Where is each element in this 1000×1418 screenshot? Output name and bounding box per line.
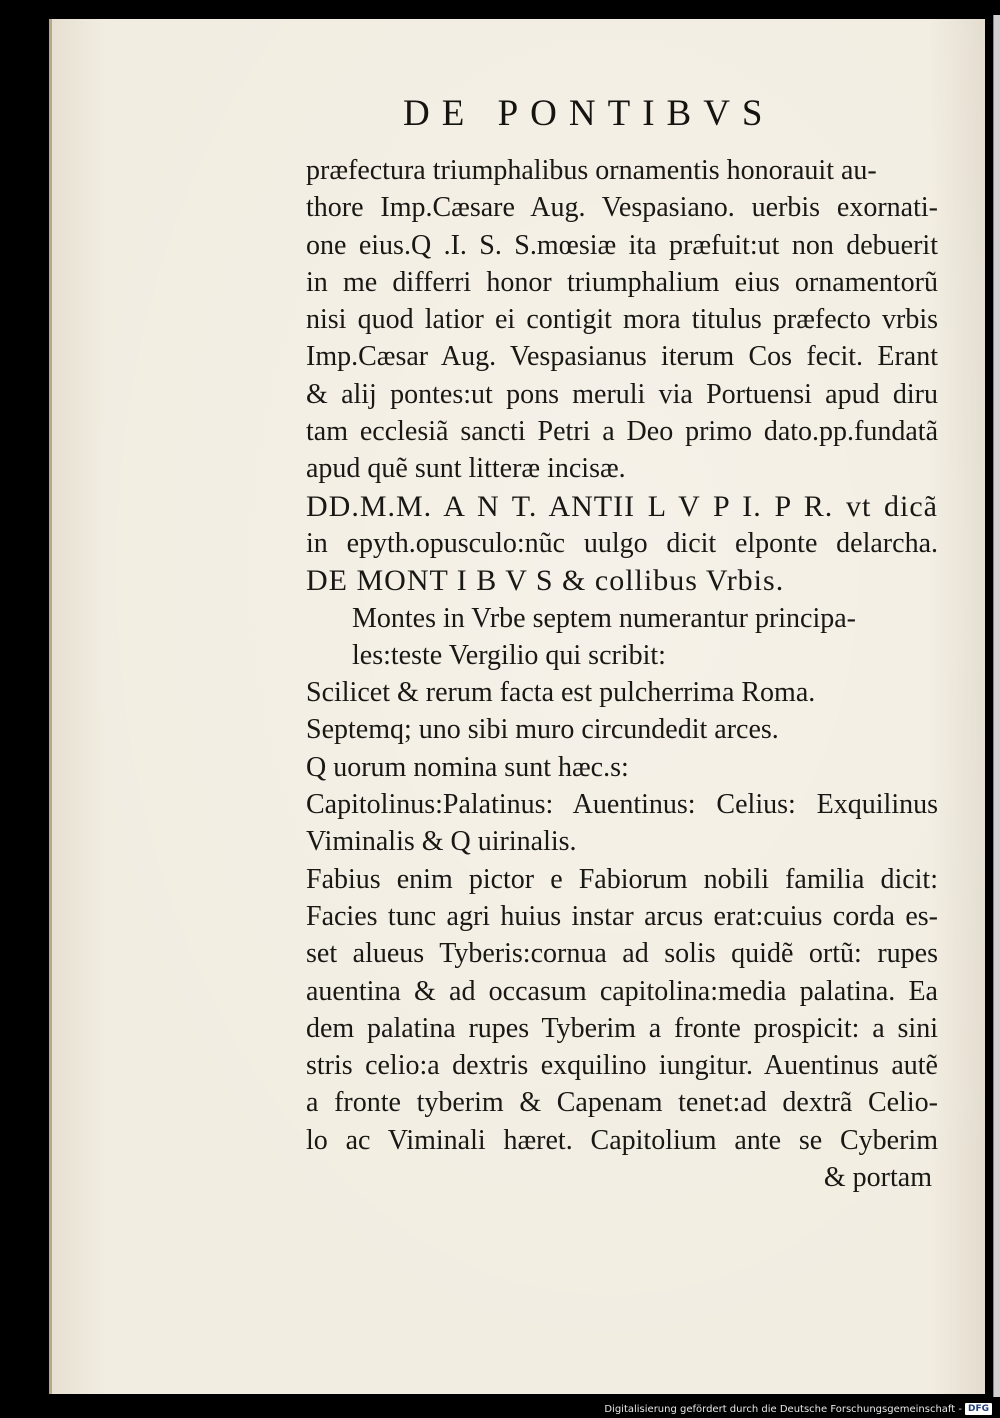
text-line: tam ecclesiã sancti Petri a Deo primo dato.pp.fundatã xyxy=(306,416,938,448)
text-line: apud quẽ sunt litteræ incisæ. xyxy=(306,453,626,485)
text-line: Facies tunc agri huius instar arcus erat:cuius corda es- xyxy=(306,900,938,932)
text-line: Montes in Vrbe septem numerantur principa- xyxy=(352,602,856,634)
text-line: Scilicet & rerum facta est pulcherrima Roma. xyxy=(306,677,816,709)
text-line: Imp.Cæsar Aug. Vespasianus iterum Cos fecit. Erant xyxy=(306,341,938,373)
text-line: set alueus Tyberis:cornua ad solis quidẽ ortũ: rupes xyxy=(306,938,938,970)
text-line: dem palatina rupes Tyberim a fronte prospicit: a sini xyxy=(306,1012,938,1044)
text-line: & alij pontes:ut pons meruli via Portuensi apud diru xyxy=(306,378,938,410)
text-line: Septemq; uno sibi muro circundedit arces. xyxy=(306,714,779,746)
text-line: præfectura triumphalibus ornamentis honorauit au- xyxy=(306,155,877,186)
text-line: Fabius enim pictor e Fabiorum nobili familia dicit: xyxy=(306,863,938,895)
text-line: stris celio:a dextris exquilino iungitur. Auentinus autẽ xyxy=(306,1050,938,1082)
text-line: auentina & ad occasum capitolina:media palatina. Ea xyxy=(306,975,938,1007)
body-text xyxy=(306,152,938,1196)
page-edge xyxy=(993,15,1000,1397)
text-line: in epyth.opusculo:nũc uulgo dicit elponte delarcha. xyxy=(306,527,938,559)
catchword: & portam xyxy=(823,1162,932,1194)
text-line: lo ac Viminali hæret. Capitolium ante se Cyberim xyxy=(306,1124,938,1156)
text-line: one eius.Q .I. S. S.mœsiæ ita præfuit:ut non debuerit xyxy=(306,229,938,261)
running-head: DE PONTIBVS xyxy=(403,93,775,134)
credit-text: Digitalisierung gefördert durch die Deutsche Forschungsgemeinschaft - xyxy=(604,1403,962,1415)
text-line: thore Imp.Cæsare Aug. Vespasiano. uerbis exornati- xyxy=(306,192,938,224)
text-line: nisi quod latior ei contigit mora titulus præfecto vrbis xyxy=(306,304,938,336)
digitization-credit xyxy=(604,1403,992,1415)
text-line: a fronte tyberim & Capenam tenet:ad dextrã Celio- xyxy=(306,1087,938,1119)
text-line: les:teste Vergilio qui scribit: xyxy=(352,639,666,671)
text-line: Viminalis & Q uirinalis. xyxy=(306,826,577,858)
text-line: in me differri honor triumphalium eius ornamentorũ xyxy=(306,266,938,298)
text-line: Capitolinus:Palatinus: Auentinus: Celius: Exquilinus xyxy=(306,789,938,821)
dfg-logo: DFG xyxy=(965,1403,992,1415)
text-line: DD.M.M. A N T. ANTII L V P I. P R. vt dicã xyxy=(306,489,938,523)
text-line: DE MONT I B V S & collibus Vrbis. xyxy=(306,564,785,598)
text-line: Q uorum nomina sunt hæc.s: xyxy=(306,751,629,783)
